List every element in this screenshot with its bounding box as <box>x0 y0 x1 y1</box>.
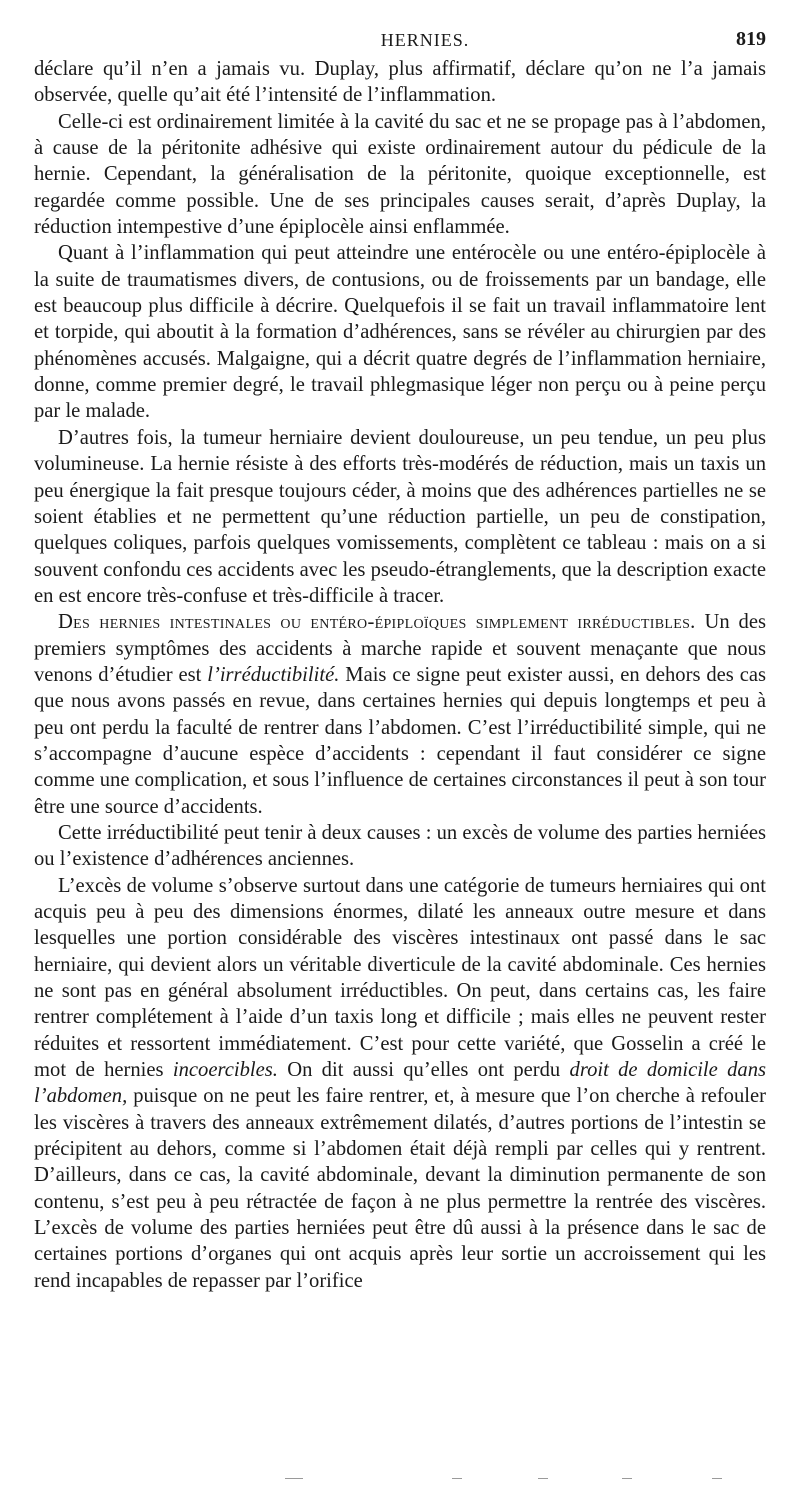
paragraph-1-text: déclare qu’il n’en a jamais vu. Duplay, plus affirmatif, déclare qu’on ne l’a jamais observée, quelle qu’ait été l’intensité de l’inflammation. <box>34 58 766 107</box>
running-header <box>34 26 766 56</box>
paragraph-5 <box>34 609 766 820</box>
print-speck <box>622 1478 632 1479</box>
page-number: 819 <box>736 28 766 50</box>
body-text <box>34 56 766 1294</box>
print-speck <box>538 1478 548 1479</box>
paragraph-2-text: Celle-ci est ordinairement limitée à la cavité du sac et ne se propage pas à l’abdomen, à cause de la péritonite adhésive qui existe ordinairement autour du pédicule de la hernie. Cependant, la généralisation de la péritonite, quoique exceptionnelle, est regardée comme possible. Une de ses principales causes serait, d’après Duplay, la réduction intempestive d’une épiplocèle ainsi enflammée. <box>34 110 766 239</box>
book-page <box>34 26 766 1294</box>
paragraph-6-text: Cette irréductibilité peut tenir à deux causes : un excès de volume des parties herniées ou l’existence d’adhérences anciennes. <box>34 821 766 871</box>
paragraph-4-text: D’autres fois, la tumeur herniaire devient douloureuse, un peu tendue, un peu plus volumineuse. La hernie résiste à des efforts très-modérés de réduction, mais un taxis un peu énergique la fait presque toujours céder, à moins que des adhérences partielles ne se soient établies et ne permettent qu’une réduction partielle, un peu de constipation, quelques coliques, parfois quelques vomissements, complètent ce tableau : mais on a si souvent confondu ces accidents avec les pseudo-étranglements, que la description exacte en est encore très-confuse et très-difficile à tracer. <box>34 426 766 607</box>
paragraph-7-text-after: On dit aussi qu’elles ont perdu <box>277 1059 570 1082</box>
paragraph-4 <box>34 425 766 609</box>
paragraph-5-text: Un des premiers symptômes des accidents à marche rapide et souvent menaçante que nous venons d’étudier est <box>34 611 766 686</box>
paragraph-6 <box>34 820 766 873</box>
paragraph-7 <box>34 873 766 1295</box>
print-speck <box>285 1478 303 1479</box>
paragraph-5-text-after: Mais ce signe peut exister aussi, en dehors des cas que nous avons passés en revue, dans certaines hernies qui depuis longtemps et peu à peu ont perdu la faculté de rentrer dans l’abdomen. C’est l’irréductibilité simple, qui ne s’accompagne d’aucune espèce d’accidents : cependant il faut considérer ce signe comme une complication, et sous l’influence de certaines circonstances il peut à son tour être une source d’accidents. <box>34 663 766 818</box>
paragraph-5-emphasis: l’irréductibilité. <box>207 663 340 686</box>
paragraph-2 <box>34 109 766 241</box>
paragraph-7-emphasis: incoercibles. <box>172 1059 278 1082</box>
print-specks <box>0 1478 800 1488</box>
print-speck <box>452 1478 462 1479</box>
paragraph-3-text: Quant à l’inflammation qui peut atteindre une entérocèle ou une entéro-épiplocèle à la suite de traumatismes divers, de contusions, ou de froissements par un bandage, elle est beaucoup plus difficile à décrire. Quelquefois il se fait un travail inflammatoire lent et torpide, qui aboutit à la formation d’adhérences, sans se révéler au chirurgien par des phénomènes accusés. Malgaigne, qui a décrit quatre degrés de l’inflammation herniaire, donne, comme premier degré, le travail phlegmasique léger non perçu ou à peine perçu par le malade. <box>34 242 766 423</box>
print-speck <box>712 1478 722 1479</box>
paragraph-7-text-after-2: puisque on ne peut les faire rentrer, et, à mesure que l’on cherche à refouler les viscères à travers des anneaux extrêmement dilatés, d’autres portions de l’intestin se précipitent au dehors, comme si l’abdomen était déjà rempli par celles qui y rentrent. D’ailleurs, dans ce cas, la cavité abdominale, devant la diminution permanente de son contenu, s’est peu à peu rétractée de façon à ne plus permettre la rentrée des viscères. L’excès de volume des parties herniées peut être dû aussi à la présence dans le sac de certaines portions d’organes qui ont acquis après leur sortie un accroissement qui les rend incapables de repasser par l’orifice <box>34 1085 766 1292</box>
paragraph-7-text: L’excès de volume s’observe surtout dans une catégorie de tumeurs herniaires qui ont acquis peu à peu des dimensions énormes, dilaté les anneaux outre mesure et dans lesquelles une portion considérable des viscères intestinaux ont passé dans le sac herniaire, qui devient alors un véritable diverticule de la cavité abdominale. Ces hernies ne sont pas en général absolument irréductibles. On peut, dans certains cas, les faire rentrer complétement à l’aide d’un taxis long et difficile ; mais elles ne peuvent rester réduites et ressortent immédiatement. C’est pour cette variété, que Gosselin a créé le mot de hernies <box>34 874 766 1082</box>
paragraph-7-emphasis-2: droit de domicile dans l’abdomen, <box>34 1059 767 1108</box>
running-title: HERNIES. <box>380 30 470 50</box>
paragraph-1 <box>34 56 766 109</box>
section-heading: Des hernies intestinales ou entéro-épiploïques simplement irréductibles. <box>58 611 696 634</box>
paragraph-3 <box>34 240 766 424</box>
